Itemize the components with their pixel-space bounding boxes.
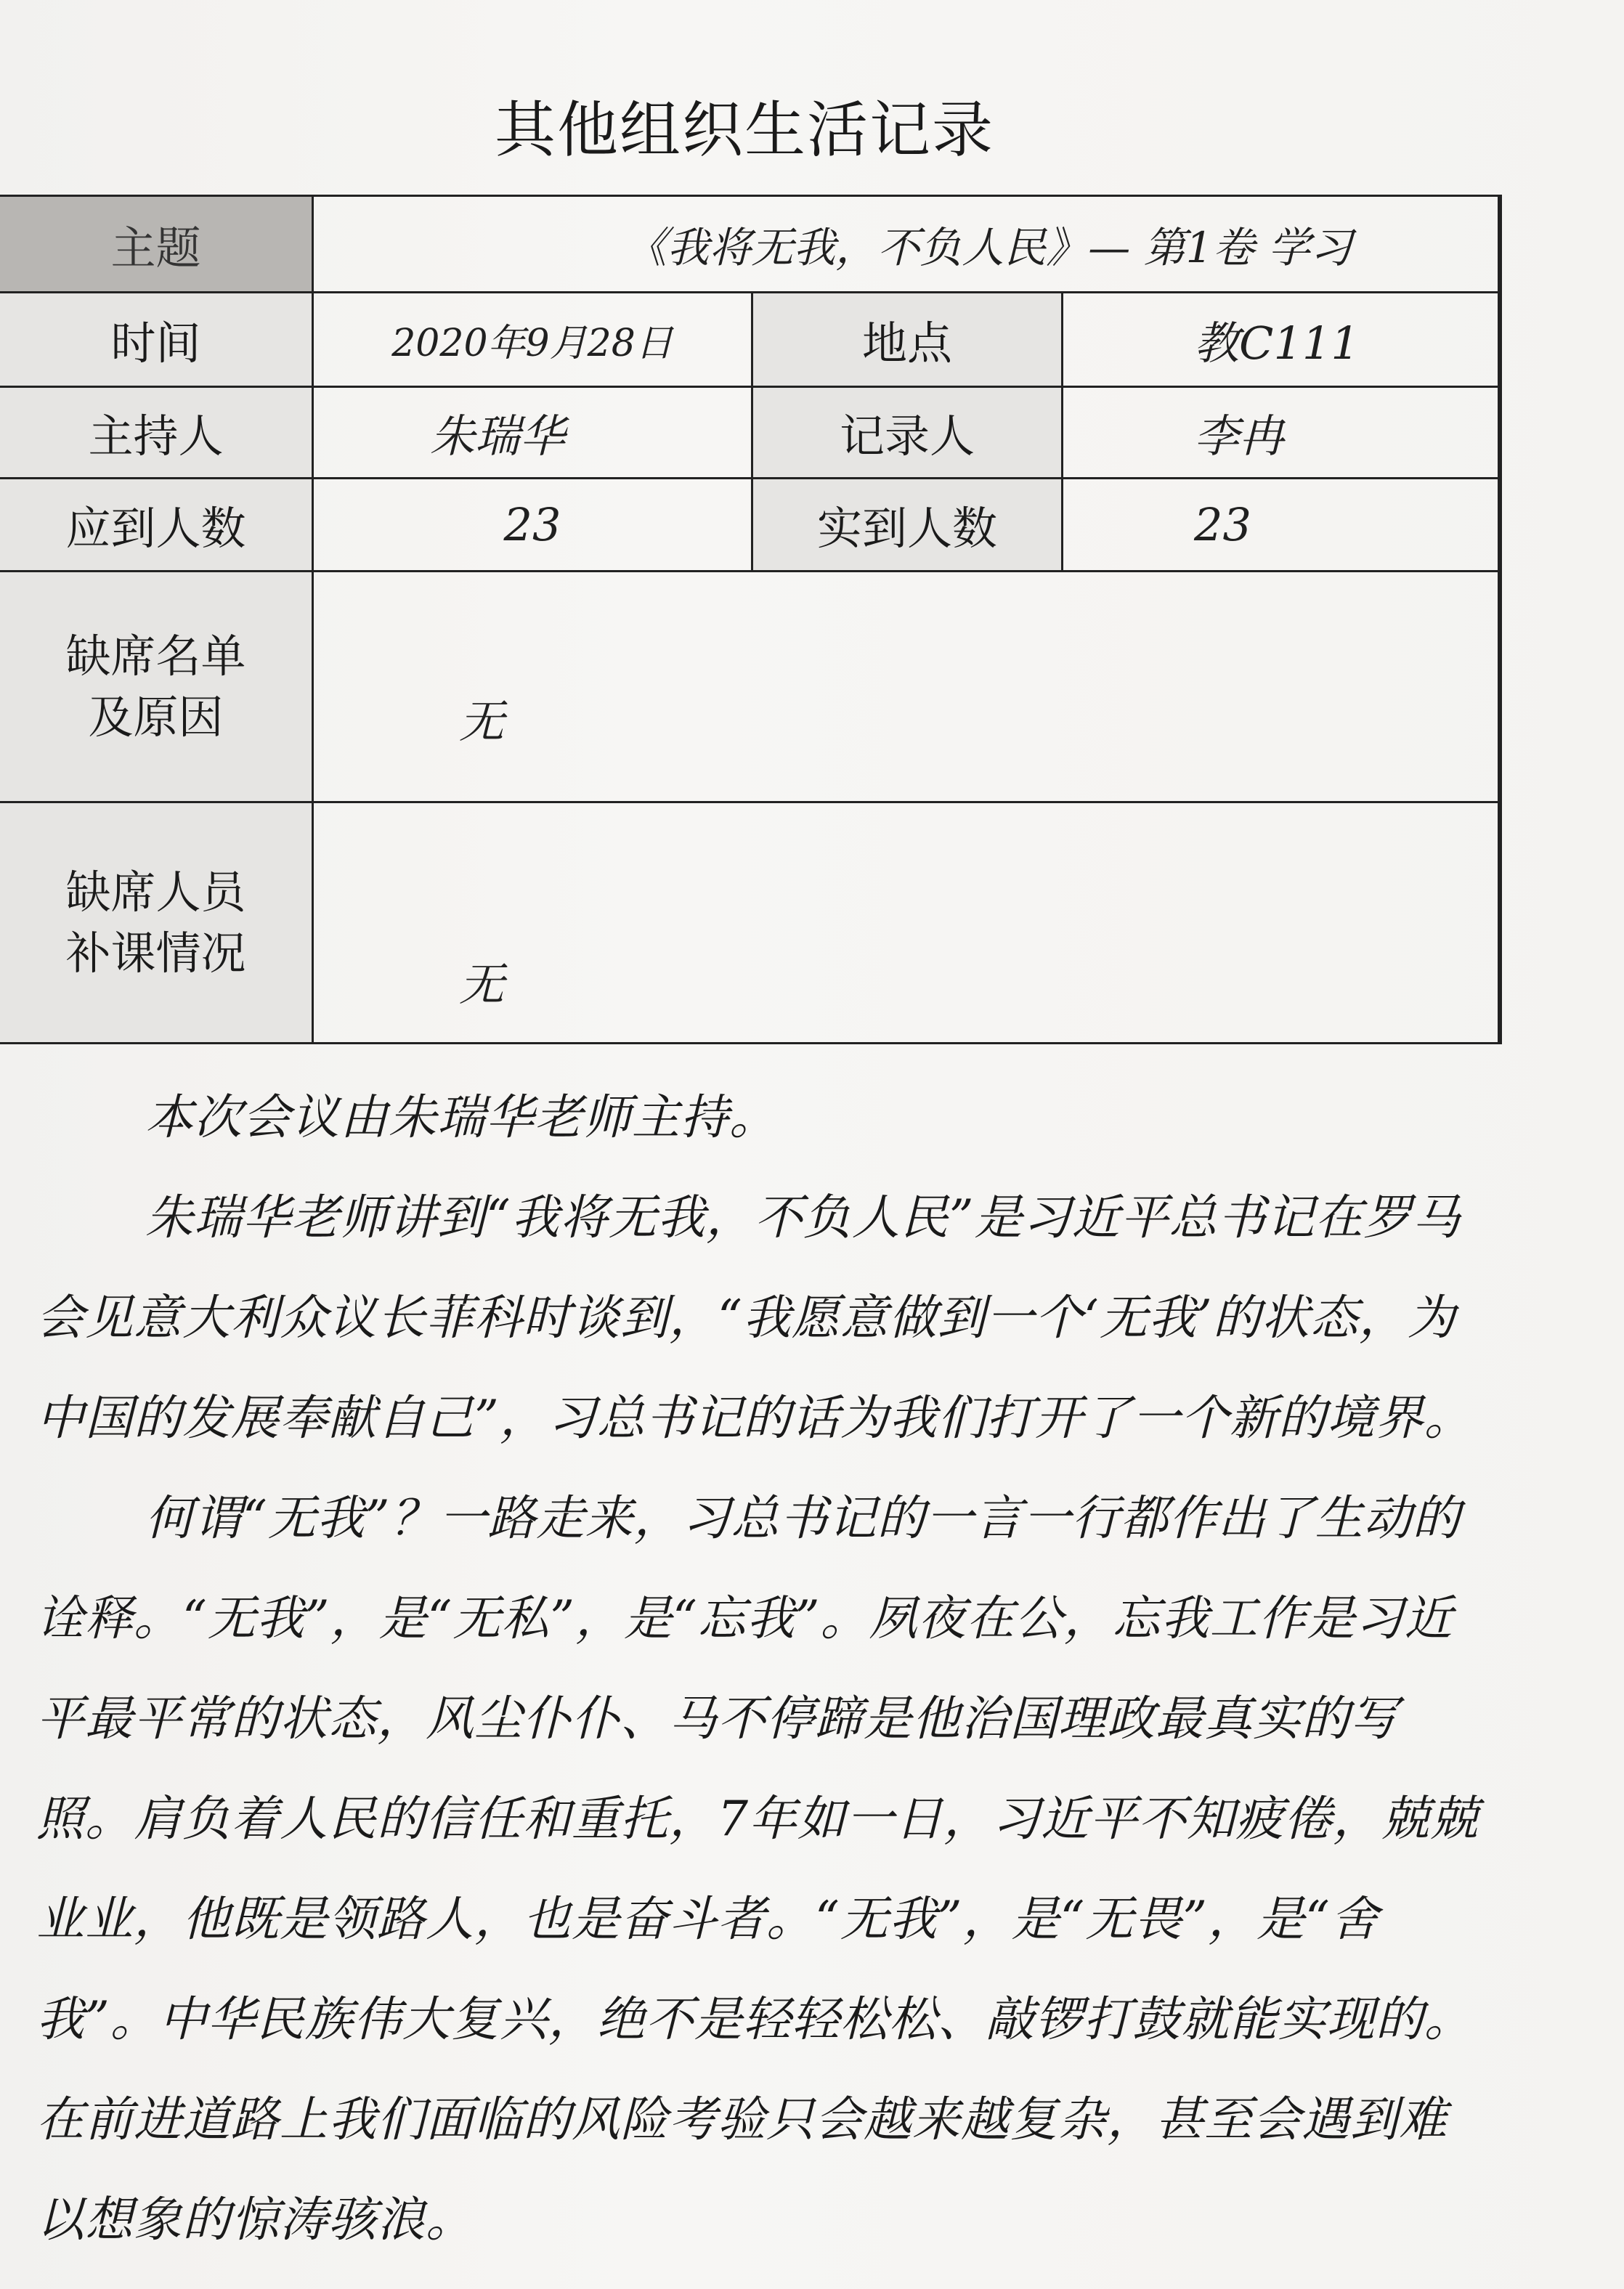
place-label (753, 293, 1063, 388)
topic-value (314, 197, 1500, 293)
makeup-label (0, 803, 314, 1042)
actual-count-label (753, 479, 1063, 572)
place-label-text: 地点 (861, 317, 952, 370)
recorder-value-text: 李冉 (1194, 410, 1285, 463)
absent-list-label (0, 572, 314, 803)
time-label (0, 293, 314, 388)
expected-count-label-text: 应到人数 (65, 502, 246, 555)
time-value (314, 293, 753, 388)
actual-count-value (1063, 479, 1500, 572)
record-form-table (0, 195, 1502, 1044)
recorder-label (753, 388, 1063, 479)
place-value-text: 教C111 (1194, 317, 1360, 370)
makeup-value (314, 803, 1500, 1042)
meeting-notes (36, 1068, 1482, 2270)
absent-list-value (314, 572, 1500, 803)
topic-value-text: 《我将无我，不负人民》— 第1卷 学习 (625, 223, 1352, 272)
time-value-text: 2020年9月28日 (391, 322, 673, 365)
expected-count-value (314, 479, 753, 572)
host-value (314, 388, 753, 479)
expected-count-value-text: 23 (503, 498, 561, 551)
actual-count-label-text: 实到人数 (816, 502, 997, 555)
absent-list-label-line1: 缺席名单 (65, 629, 246, 683)
page-title: 其他组织生活记录 (494, 94, 994, 166)
host-label (0, 388, 314, 479)
absent-list-value-text: 无 (459, 695, 505, 748)
host-label-text: 主持人 (88, 410, 224, 463)
makeup-value-text: 无 (459, 958, 505, 1011)
actual-count-value-text: 23 (1194, 498, 1251, 551)
notes-paragraph-3: 何谓“无我”？一路走来，习总书记的一言一行都作出了生动的诠释。“无我”，是“无私”，是“忘我”。夙夜在公，忘我工作是习近平最平常的状态，风尘仆仆、马不停蹄是他治国理政最真实的写照。肩负着人民的信任和重托，7年如一日，习近平不知疲倦，兢兢业业，他既是领路人，也是奋斗者。“无我”，是“无畏”，是“舍我”。中华民族伟大复兴，绝不是轻轻松松、敲锣打鼓就能实现的。在前进道路上我们面临的风险考验只会越来越复杂，甚至会遇到难以想象的惊涛骇浪。 (36, 1490, 1479, 2248)
absent-list-label-line2: 及原因 (88, 690, 224, 744)
notes-paragraph-1: 本次会议由朱瑞华老师主持。 (145, 1089, 778, 1145)
expected-count-label (0, 479, 314, 572)
host-value-text: 朱瑞华 (430, 410, 566, 463)
makeup-label-line2: 补课情况 (65, 926, 246, 980)
place-value (1063, 293, 1500, 388)
topic-label (0, 197, 314, 293)
topic-label-text: 主题 (110, 221, 201, 275)
time-label-text: 时间 (110, 317, 201, 370)
notes-paragraph-2: 朱瑞华老师讲到“我将无我，不负人民”是习近平总书记在罗马会见意大利众议长菲科时谈到，“我愿意做到一个‘无我’的状态，为中国的发展奉献自己”，习总书记的话为我们打开了一个新的境界。 (36, 1190, 1473, 1446)
recorder-value (1063, 388, 1500, 479)
recorder-label-text: 记录人 (839, 410, 975, 463)
makeup-label-line1: 缺席人员 (65, 865, 246, 919)
